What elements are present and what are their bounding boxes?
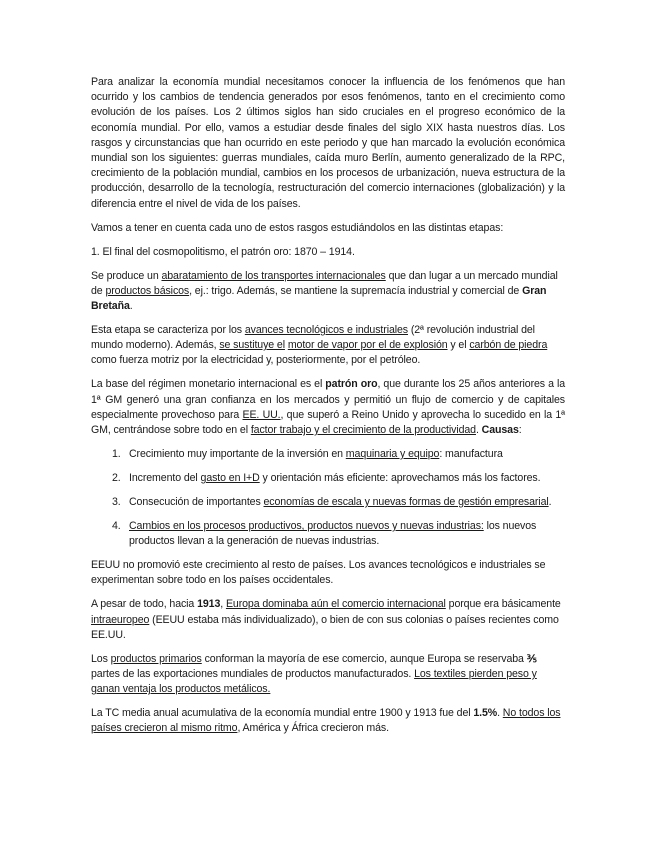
underlined-text: productos básicos	[105, 284, 190, 297]
paragraph-intro: Para analizar la economía mundial necesitamos conocer la influencia de los fenómenos que han ocurrido y los cambios de tendencia generados por esos fenómenos, tanto en el crecimiento como evolución de los países. Los 2 últimos siglos han sido cruciales en el progreso económico de la economía mundial. Por ello, vamos a estudiar desde finales del siglo XIX hasta nuestros días. Los rasgos y circunstancias que han ocurrido en este periodo y que han marcado la evolución económica mundial son los siguientes: guerras mundiales, caída muro Berlín, aumento generalizado de la RPC, crecimiento de la población mundial, cambios en los procesos de urbanización, nueva estructura de la producción, desarrollo de la tecnología, restructuración del comercio internaciones (globalización) y la diferencia entre el nivel de vida de los países.	[91, 76, 565, 210]
list-number: 3.	[112, 496, 121, 509]
paragraph-stages-intro: Vamos a tener en cuenta cada uno de estos rasgos estudiándolos en las distintas etapas:	[91, 221, 504, 234]
section-heading: 1. El final del cosmopolitismo, el patrón oro: 1870 – 1914.	[91, 245, 355, 258]
list-item: 4. Cambios en los procesos productivos, productos nuevos y nuevas industrias: los nuevos productos llevan a la generación de nuevas industrias.	[112, 520, 537, 548]
list-number: 1.	[112, 448, 121, 461]
underlined-text: carbón de piedra	[469, 339, 548, 352]
list-item: 2. Incremento del gasto en I+D y orientación más eficiente: aprovechamos más los factores.	[91, 471, 565, 486]
causes-list	[91, 447, 565, 549]
paragraph-growth-rate: La TC media anual acumulativa de la economía mundial entre 1900 y 1913 fue del 1.5%. No todos los países crecieron al mismo ritmo, América y África crecieron más.	[91, 707, 561, 735]
list-number: 2.	[112, 472, 121, 485]
paragraph-technology: Esta etapa se caracteriza por los avances tecnológicos e industriales (2ª revolución industrial del mundo moderno). Además, se sustituye el motor de vapor por el de explosión y el carbón de piedra como fuerza motriz por la electricidad y, posteriormente, por el petróleo.	[91, 324, 548, 367]
underlined-text: motor de vapor por el de explosión	[287, 339, 448, 352]
paragraph-gold-standard: La base del régimen monetario internacional es el patrón oro, que durante los 25 años anteriores a la 1ª GM generó una gran confianza en los mercados y permitió un flujo de comercio y de capitales especialmente provechoso para EE. UU., que superó a Reino Unido y aprovecha lo sucedido en la 1ª GM, centrándose sobre todo en el factor trabajo y el crecimiento de la productividad. Causas:	[91, 378, 565, 437]
list-number: 4.	[112, 520, 121, 533]
underlined-text: Europa dominaba aún el comercio internacional	[225, 598, 446, 611]
bold-text: 1913	[197, 598, 221, 611]
list-item: 1. Crecimiento muy importante de la inversión en maquinaria y equipo: manufactura	[91, 447, 565, 462]
underlined-text: se sustituye el	[219, 339, 285, 352]
bold-text: Causas	[481, 424, 519, 437]
underlined-text: intraeuropeo	[91, 613, 150, 626]
underlined-text: maquinaria y equipo	[345, 448, 440, 461]
underlined-text: avances tecnológicos e industriales	[244, 324, 408, 337]
paragraph-eeuu: EEUU no promovió este crecimiento al resto de países. Los avances tecnológicos e industriales se experimentan sobre todo en los países occidentales.	[91, 559, 546, 587]
underlined-text: Cambios en los procesos productivos, productos nuevos y nuevas industrias:	[129, 520, 484, 533]
paragraph-primary-products: Los productos primarios conforman la mayoría de ese comercio, aunque Europa se reservaba ⅗ partes de las exportaciones mundiales de productos manufacturados. Los textiles pierden peso y ganan ventaja los productos metálicos.	[91, 652, 537, 696]
paragraph-transport: Se produce un abaratamiento de los transportes internacionales que dan lugar a un mercado mundial de productos básicos, ej.: trigo. Además, se mantiene la supremacía industrial y comercial de Gran Bretaña.	[91, 269, 558, 313]
underlined-text: economías de escala y nuevas formas de gestión empresarial	[263, 496, 549, 509]
underlined-text: factor trabajo y el crecimiento de la productividad	[250, 424, 476, 437]
bold-text: 1.5%	[473, 707, 498, 720]
underlined-text: productos primarios	[110, 652, 202, 665]
underlined-text: EE. UU.	[242, 408, 281, 421]
list-item: 3. Consecución de importantes economías de escala y nuevas formas de gestión empresarial.	[91, 495, 565, 510]
bold-text: Gran Bretaña	[91, 284, 547, 313]
underlined-text: Los textiles pierden peso y ganan ventaja los productos metálicos.	[91, 668, 537, 696]
underlined-text: gasto en I+D	[200, 472, 260, 485]
bold-text: patrón oro	[325, 378, 378, 391]
underlined-text: abaratamiento de los transportes internacionales	[161, 269, 386, 282]
underlined-text: No todos los países crecieron al mismo ritmo	[91, 707, 561, 735]
bold-text: ⅗	[526, 652, 537, 665]
document-body	[91, 75, 565, 745]
paragraph-europe-trade: A pesar de todo, hacia 1913, Europa dominaba aún el comercio internacional porque era básicamente intraeuropeo (EEUU estaba más individualizado), o bien de con sus colonias o países recientes como EE.UU.	[91, 598, 561, 641]
